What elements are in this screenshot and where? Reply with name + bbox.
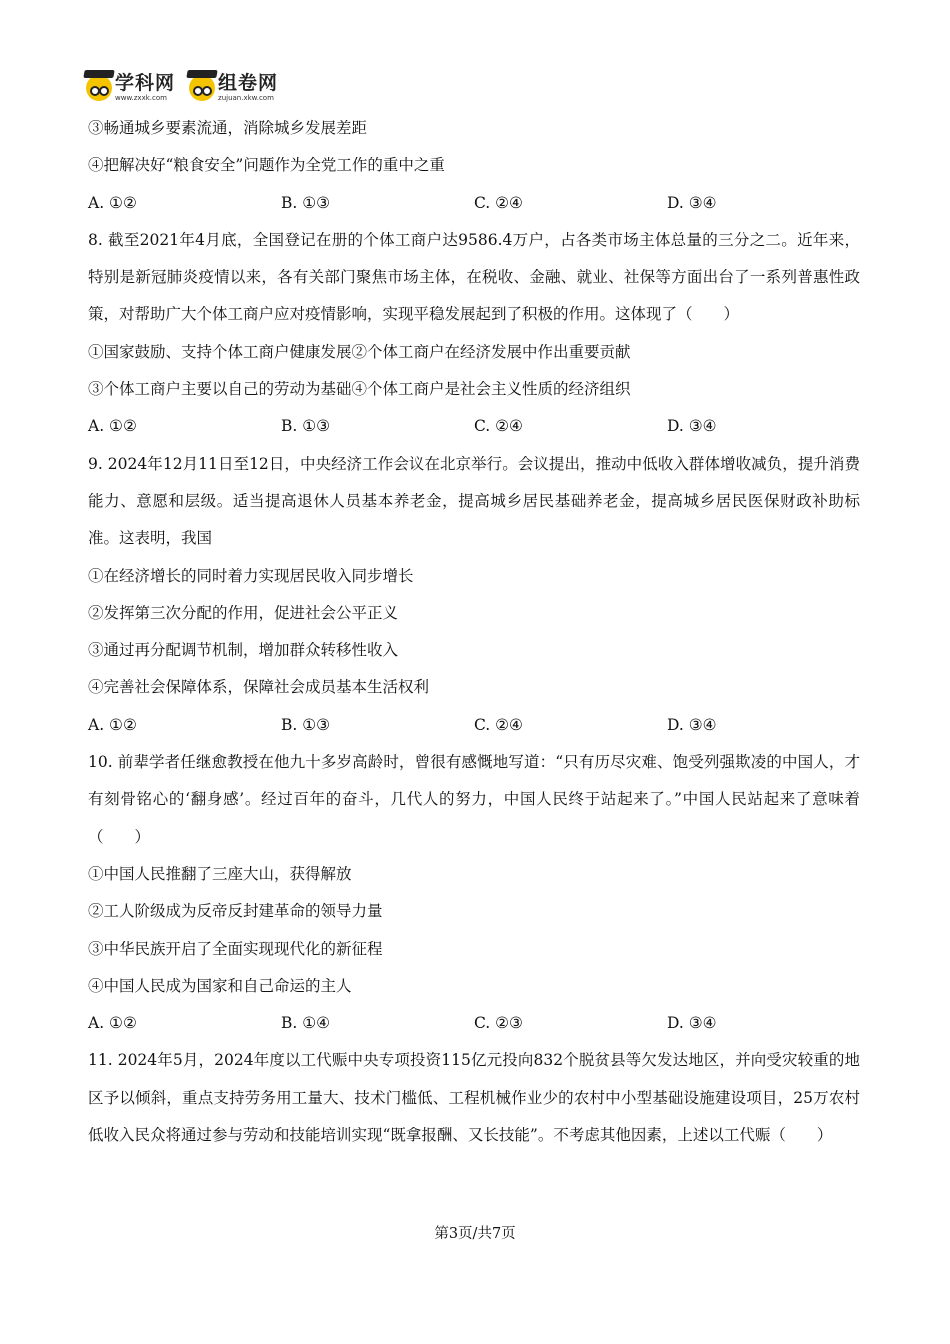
logo-zxxk [86, 74, 175, 102]
logo-name: 学科网 [115, 72, 176, 94]
statement-item: ③通过再分配调节机制，增加群众转移性收入 [88, 641, 399, 660]
statement-item: ③畅通城乡要素流通，消除城乡发展差距 [88, 119, 368, 137]
option-b: B. ①③ [281, 417, 331, 436]
option-c: C. ②③ [474, 1014, 523, 1033]
mascot-icon [86, 75, 112, 101]
option-c: C. ②④ [474, 715, 523, 734]
header-logos [86, 70, 292, 106]
answer-options [88, 1005, 860, 1042]
statement-item: ③个体工商户主要以自己的劳动为基础④个体工商户是社会主义性质的经济组织 [88, 380, 631, 399]
statement-item: ①国家鼓励、支持个体工商户健康发展②个体工商户在经济发展中作出重要贡献 [88, 342, 631, 361]
mascot-icon [189, 75, 215, 101]
page-content [88, 110, 860, 1154]
statement-item: ①中国人民推翻了三座大山，获得解放 [88, 864, 352, 883]
question-8-stem: 8. 截至2021年4月底，全国登记在册的个体工商户达9586.4万户，占各类市场主体总量的三分之二。近年来，特别是新冠肺炎疫情以来，各有关部门聚焦市场主体，在税收、金融、就业、社保等方面出台了一系列普惠性政策，对帮助广大个体工商户应对疫情影响，实现平稳发展起到了积极的作用。这体现了（ ） [88, 230, 860, 324]
option-c: C. ②④ [474, 417, 523, 436]
statement-item: ②发挥第三次分配的作用，促进社会公平正义 [88, 603, 399, 622]
option-a: A. ①② [88, 417, 137, 436]
option-c: C. ②④ [474, 193, 523, 212]
question-10-stem: 10. 前辈学者任继愈教授在他九十多岁高龄时，曾很有感慨地写道：“只有历尽灾难、饱受列强欺凌的中国人，才有刻骨铭心的‘翻身感’。经过百年的奋斗，几代人的努力，中国人民终于站起来了。”中国人民站起来了意味着（ ） [88, 753, 860, 846]
page-number: 第3页/共7页 [434, 1226, 516, 1242]
option-a: A. ①② [88, 1014, 137, 1033]
option-b: B. ①③ [281, 715, 331, 734]
option-d: D. ③④ [667, 715, 717, 734]
statement-item: ①在经济增长的同时着力实现居民收入同步增长 [88, 566, 414, 585]
statement-item: ④中国人民成为国家和自己命运的主人 [88, 976, 352, 995]
option-b: B. ①③ [281, 193, 331, 212]
statement-item: ④完善社会保障体系，保障社会成员基本生活权利 [88, 678, 430, 697]
option-d: D. ③④ [667, 1014, 717, 1033]
option-b: B. ①④ [281, 1014, 331, 1033]
option-d: D. ③④ [667, 193, 717, 212]
answer-options [88, 408, 860, 445]
question-11-stem: 11. 2024年5月，2024年度以工代赈中央专项投资115亿元投向832个脱贫县等欠发达地区，并向受灾较重的地区予以倾斜，重点支持劳务用工量大、技术门槛低、工程机械作业少的农村中小型基础设施建设项目，25万农村低收入民众将通过参与劳动和技能培训实现“既拿报酬、又长技能”。不考虑其他因素，上述以工代赈（ ） [88, 1051, 860, 1145]
statement-item: ②工人阶级成为反帝反封建革命的领导力量 [88, 902, 383, 921]
logo-url: www.zxxk.com [115, 94, 167, 102]
question-9-stem: 9. 2024年12月11日至12日，中央经济工作会议在北京举行。会议提出，推动中低收入群体增收减负，提升消费能力、意愿和层级。适当提高退休人员基本养老金，提高城乡居民基础养老金，提高城乡居民医保财政补助标准。这表明，我国 [88, 454, 860, 548]
option-a: A. ①② [88, 715, 137, 734]
answer-options [88, 707, 860, 744]
logo-url: zujuan.xkw.com [218, 94, 274, 102]
logo-name: 组卷网 [218, 72, 279, 94]
option-d: D. ③④ [667, 417, 717, 436]
statement-item: ③中华民族开启了全面实现现代化的新征程 [88, 939, 383, 958]
statement-item: ④把解决好“粮食安全”问题作为全党工作的重中之重 [88, 156, 445, 175]
answer-options [88, 185, 860, 222]
logo-zujuan [189, 74, 278, 102]
option-a: A. ①② [88, 193, 137, 212]
